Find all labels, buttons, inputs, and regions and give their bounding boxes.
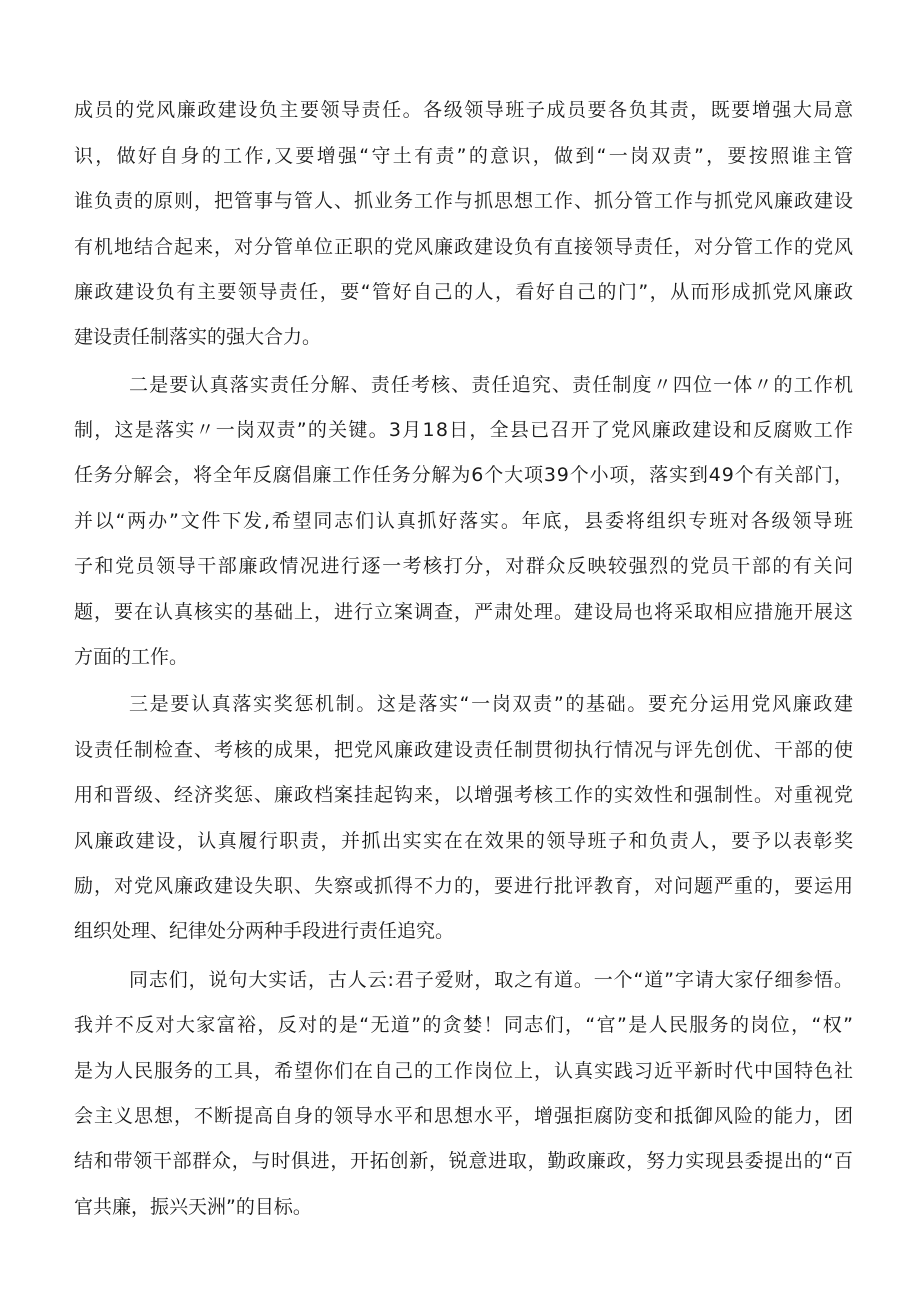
text-line <box>0 370 920 400</box>
text-line <box>0 232 920 262</box>
line-text: 风廉政建设，认真履行职责，并抓出实实在在效果的领导班子和负责人，要予以表彰奖 <box>74 830 855 852</box>
text-line <box>0 1010 920 1040</box>
text-line <box>0 1146 920 1176</box>
line-text: 励，对党风廉政建设失职、失察或抓得不力的，要进行批评教育，对问题严重的，要运用 <box>74 875 855 897</box>
text-line <box>0 1192 920 1222</box>
text-line <box>0 916 920 946</box>
text-line <box>0 95 920 125</box>
text-line <box>0 689 920 719</box>
text-line <box>0 826 920 856</box>
line-text: 设责任制检查、考核的成果，把党风廉政建设责任制贯彻执行情况与评先创优、干部的使 <box>74 739 855 761</box>
line-text: 制，这是落实〃一岗双责”的关键。3月18日，全县已召开了党风廉政建设和反腐败工作 <box>74 419 855 441</box>
line-text: 方面的工作。 <box>74 646 189 668</box>
text-line <box>0 141 920 171</box>
line-text: 建设责任制落实的强大合力。 <box>74 326 322 348</box>
line-text: 官共廉，振兴天洲”的目标。 <box>74 1196 312 1218</box>
text-line <box>0 551 920 581</box>
text-line <box>0 322 920 352</box>
line-text: 谁负责的原则，把管事与管人、抓业务工作与抓思想工作、抓分管工作与抓党风廉政建设 <box>74 190 855 212</box>
line-text: 三是要认真落实奖惩机制。这是落实“一岗双责”的基础。要充分运用党风廉政建 <box>129 693 855 715</box>
text-line <box>0 460 920 490</box>
line-text: 用和晋级、经济奖惩、廉政档案挂起钩来，以增强考核工作的实效性和强制性。对重视党 <box>74 784 855 806</box>
line-text: 结和带领干部群众，与时俱进，开拓创新，锐意进取，勤政廉政，努力实现县委提出的“百 <box>74 1150 854 1172</box>
line-text: 同志们，说句大实话，古人云:君子爱财，取之有道。一个“道”字请大家仔细参悟。 <box>129 969 854 991</box>
line-text: 组织处理、纪律处分两种手段进行责任追究。 <box>74 920 455 942</box>
text-line <box>0 1056 920 1086</box>
text-line <box>0 506 920 536</box>
line-text: 是为人民服务的工具，希望你们在自己的工作岗位上，认真实践习近平新时代中国特色社 <box>74 1060 855 1082</box>
line-text: 会主义思想，不断提高自身的领导水平和思想水平，增强拒腐防变和抵御风险的能力，团 <box>74 1105 855 1127</box>
text-line <box>0 597 920 627</box>
text-line <box>0 642 920 672</box>
text-line <box>0 186 920 216</box>
line-text: 并以“两办”文件下发,希望同志们认真抓好落实。年底，县委将组织专班对各级领导班 <box>74 510 855 532</box>
text-line <box>0 780 920 810</box>
line-text: 二是要认真落实责任分解、责任考核、责任追究、责任制度〃四位一体〃的工作机 <box>129 374 855 396</box>
line-text: 子和党员领导干部廉政情况进行逐一考核打分，对群众反映较强烈的党员干部的有关问 <box>74 555 855 577</box>
line-text: 我并不反对大家富裕，反对的是“无道”的贪婪！同志们，“官”是人民服务的岗位，“权” <box>74 1014 855 1036</box>
line-text: 成员的党风廉政建设负主要领导责任。各级领导班子成员要各负其责，既要增强大局意 <box>74 99 855 121</box>
line-text: 识，做好自身的工作,又要增强“守土有责”的意识，做到“一岗双责”，要按照谁主管 <box>74 145 856 167</box>
text-line <box>0 415 920 445</box>
text-line <box>0 735 920 765</box>
text-line <box>0 277 920 307</box>
line-text: 廉政建设负有主要领导责任，要“管好自己的人，看好自己的门”，从而形成抓党风廉政 <box>74 281 855 303</box>
line-text: 题，要在认真核实的基础上，进行立案调查，严肃处理。建设局也将采取相应措施开展这 <box>74 601 855 623</box>
text-line <box>0 871 920 901</box>
line-text: 有机地结合起来，对分管单位正职的党风廉政建设负有直接领导责任，对分管工作的党风 <box>74 236 855 258</box>
line-text: 任务分解会，将全年反腐倡廉工作任务分解为6个大项39个小项，落实到49个有关部门， <box>74 464 854 486</box>
text-line <box>0 1101 920 1131</box>
text-line <box>0 965 920 995</box>
